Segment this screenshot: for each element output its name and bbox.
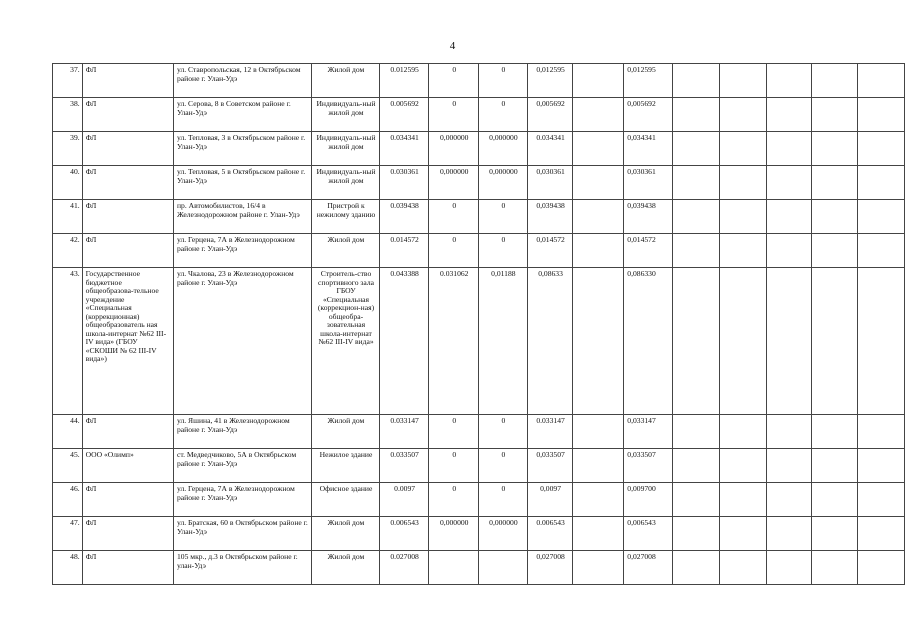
applicant-cell: ООО «Олимп» bbox=[82, 449, 173, 483]
value-cell bbox=[573, 98, 624, 132]
value-cell: 0,039438 bbox=[624, 200, 673, 234]
row-number: 44. bbox=[53, 415, 83, 449]
value-cell: 0 bbox=[479, 200, 528, 234]
object-cell: Жилой дом bbox=[312, 64, 380, 98]
value-cell: 0 bbox=[479, 415, 528, 449]
empty-cell bbox=[672, 132, 719, 166]
value-cell: 0,086330 bbox=[624, 268, 673, 415]
applicant-cell: ФЛ bbox=[82, 64, 173, 98]
value-cell: 0.039438 bbox=[379, 200, 429, 234]
value-cell: 0.027008 bbox=[379, 551, 429, 585]
empty-cell bbox=[719, 200, 766, 234]
table-row bbox=[53, 415, 905, 449]
empty-cell bbox=[857, 98, 904, 132]
value-cell: 0.033507 bbox=[379, 449, 429, 483]
value-cell: 0 bbox=[429, 483, 479, 517]
value-cell: 0,014572 bbox=[527, 234, 573, 268]
value-cell bbox=[573, 483, 624, 517]
value-cell: 0,030361 bbox=[624, 166, 673, 200]
value-cell: 0.006543 bbox=[379, 517, 429, 551]
object-cell: Офисное здание bbox=[312, 483, 380, 517]
empty-cell bbox=[719, 98, 766, 132]
empty-cell bbox=[766, 449, 811, 483]
object-cell: Жилой дом bbox=[312, 234, 380, 268]
value-cell bbox=[573, 234, 624, 268]
empty-cell bbox=[672, 200, 719, 234]
row-number: 43. bbox=[53, 268, 83, 415]
empty-cell bbox=[719, 551, 766, 585]
address-cell: ул. Герцена, 7А в Железнодорожном районе г. Улан-Удэ bbox=[173, 483, 311, 517]
object-cell: Индивидуаль-ный жилой дом bbox=[312, 98, 380, 132]
empty-cell bbox=[766, 551, 811, 585]
row-number: 47. bbox=[53, 517, 83, 551]
empty-cell bbox=[857, 517, 904, 551]
row-number: 39. bbox=[53, 132, 83, 166]
value-cell bbox=[573, 64, 624, 98]
address-cell: ул. Тепловая, 3 в Октябрьском районе г. Улан-Удэ bbox=[173, 132, 311, 166]
empty-cell bbox=[857, 166, 904, 200]
empty-cell bbox=[672, 268, 719, 415]
value-cell: 0.034341 bbox=[527, 132, 573, 166]
value-cell bbox=[573, 132, 624, 166]
value-cell: 0 bbox=[479, 449, 528, 483]
empty-cell bbox=[719, 483, 766, 517]
empty-cell bbox=[672, 415, 719, 449]
empty-cell bbox=[766, 517, 811, 551]
empty-cell bbox=[811, 132, 857, 166]
empty-cell bbox=[719, 64, 766, 98]
empty-cell bbox=[811, 268, 857, 415]
object-cell: Индивидуаль-ный жилой дом bbox=[312, 166, 380, 200]
value-cell: 0,034341 bbox=[624, 132, 673, 166]
value-cell: 0,005692 bbox=[624, 98, 673, 132]
value-cell bbox=[573, 415, 624, 449]
value-cell: 0,033507 bbox=[527, 449, 573, 483]
value-cell: 0,033507 bbox=[624, 449, 673, 483]
address-cell: пр. Автомобилистов, 16/4 в Железнодорожном районе г. Улан-Удэ bbox=[173, 200, 311, 234]
value-cell: 0 bbox=[479, 234, 528, 268]
object-cell: Жилой дом bbox=[312, 551, 380, 585]
row-number: 41. bbox=[53, 200, 83, 234]
value-cell: 0 bbox=[479, 98, 528, 132]
value-cell bbox=[429, 551, 479, 585]
applicant-cell: ФЛ bbox=[82, 200, 173, 234]
object-cell: Строитель-ство спортивного зала ГБОУ «Специальная (коррекцион-ная) общеобра-зовательная школа-интернат №62 III-IV вида» bbox=[312, 268, 380, 415]
empty-cell bbox=[811, 64, 857, 98]
value-cell: 0.005692 bbox=[379, 98, 429, 132]
empty-cell bbox=[811, 483, 857, 517]
empty-cell bbox=[811, 234, 857, 268]
applicant-cell: ФЛ bbox=[82, 517, 173, 551]
applicant-cell: ФЛ bbox=[82, 415, 173, 449]
empty-cell bbox=[672, 483, 719, 517]
row-number: 48. bbox=[53, 551, 83, 585]
value-cell: 0.006543 bbox=[527, 517, 573, 551]
table-row bbox=[53, 200, 905, 234]
value-cell: 0,027008 bbox=[624, 551, 673, 585]
applicant-cell: Государственное бюджетное общеобразова-тельное учреждение «Специальная (коррекционная) общеобразователь ная школа-интернат №62 III-IV вида» (ГБОУ «СКОШИ № 62 III-IV вида») bbox=[82, 268, 173, 415]
empty-cell bbox=[766, 98, 811, 132]
empty-cell bbox=[672, 98, 719, 132]
empty-cell bbox=[857, 449, 904, 483]
page-number: 4 bbox=[449, 40, 456, 52]
row-number: 38. bbox=[53, 98, 83, 132]
value-cell bbox=[573, 551, 624, 585]
address-cell: 105 мкр., д.3 в Октябрьском районе г. улан-Удэ bbox=[173, 551, 311, 585]
value-cell bbox=[479, 551, 528, 585]
table-row bbox=[53, 64, 905, 98]
value-cell: 0 bbox=[479, 483, 528, 517]
value-cell: 0,012595 bbox=[624, 64, 673, 98]
empty-cell bbox=[857, 64, 904, 98]
value-cell: 0,014572 bbox=[624, 234, 673, 268]
object-cell: Индивидуаль-ный жилой дом bbox=[312, 132, 380, 166]
empty-cell bbox=[672, 166, 719, 200]
empty-cell bbox=[857, 415, 904, 449]
value-cell bbox=[573, 200, 624, 234]
empty-cell bbox=[719, 517, 766, 551]
address-cell: ул. Чкалова, 23 в Железнодорожном районе г. Улан-Удэ bbox=[173, 268, 311, 415]
value-cell: 0 bbox=[429, 200, 479, 234]
value-cell: 0 bbox=[429, 234, 479, 268]
value-cell: 0,000000 bbox=[479, 166, 528, 200]
value-cell: 0,000000 bbox=[429, 132, 479, 166]
empty-cell bbox=[766, 415, 811, 449]
address-cell: ул. Тепловая, 5 в Октябрьском районе г. Улан-Удэ bbox=[173, 166, 311, 200]
table-row bbox=[53, 449, 905, 483]
applicant-cell: ФЛ bbox=[82, 132, 173, 166]
value-cell: 0,000000 bbox=[479, 517, 528, 551]
value-cell: 0,000000 bbox=[429, 166, 479, 200]
value-cell bbox=[573, 449, 624, 483]
empty-cell bbox=[811, 415, 857, 449]
empty-cell bbox=[857, 200, 904, 234]
object-cell: Пристрой к нежилому зданию bbox=[312, 200, 380, 234]
empty-cell bbox=[672, 64, 719, 98]
value-cell: 0.030361 bbox=[379, 166, 429, 200]
value-cell: 0.031062 bbox=[429, 268, 479, 415]
empty-cell bbox=[811, 166, 857, 200]
value-cell: 0,006543 bbox=[624, 517, 673, 551]
value-cell: 0,000000 bbox=[479, 132, 528, 166]
row-number: 40. bbox=[53, 166, 83, 200]
table-row bbox=[53, 98, 905, 132]
value-cell: 0.033147 bbox=[527, 415, 573, 449]
address-cell: ул. Герцена, 7А в Железнодорожном районе г. Улан-Удэ bbox=[173, 234, 311, 268]
value-cell: 0.0097 bbox=[379, 483, 429, 517]
value-cell: 0,027008 bbox=[527, 551, 573, 585]
applicant-cell: ФЛ bbox=[82, 98, 173, 132]
value-cell: 0,009700 bbox=[624, 483, 673, 517]
table-row bbox=[53, 234, 905, 268]
value-cell: 0.012595 bbox=[379, 64, 429, 98]
table-row bbox=[53, 166, 905, 200]
empty-cell bbox=[766, 483, 811, 517]
address-cell: ул. Ставропольская, 12 в Октябрьском районе г. Улан-Удэ bbox=[173, 64, 311, 98]
empty-cell bbox=[719, 415, 766, 449]
value-cell: 0 bbox=[479, 64, 528, 98]
value-cell: 0,005692 bbox=[527, 98, 573, 132]
empty-cell bbox=[719, 234, 766, 268]
empty-cell bbox=[857, 551, 904, 585]
address-cell: ул. Братская, 60 в Октябрьском районе г. Улан-Удэ bbox=[173, 517, 311, 551]
value-cell: 0,033147 bbox=[624, 415, 673, 449]
empty-cell bbox=[672, 517, 719, 551]
row-number: 37. bbox=[53, 64, 83, 98]
value-cell: 0.033147 bbox=[379, 415, 429, 449]
empty-cell bbox=[766, 234, 811, 268]
empty-cell bbox=[857, 268, 904, 415]
applicant-cell: ФЛ bbox=[82, 551, 173, 585]
value-cell: 0 bbox=[429, 449, 479, 483]
value-cell: 0,030361 bbox=[527, 166, 573, 200]
value-cell: 0.043388 bbox=[379, 268, 429, 415]
value-cell: 0 bbox=[429, 415, 479, 449]
empty-cell bbox=[766, 166, 811, 200]
address-cell: ул. Серова, 8 в Советском районе г. Улан-Удэ bbox=[173, 98, 311, 132]
empty-cell bbox=[766, 64, 811, 98]
empty-cell bbox=[719, 449, 766, 483]
table-row bbox=[53, 268, 905, 415]
value-cell: 0,01188 bbox=[479, 268, 528, 415]
value-cell bbox=[573, 517, 624, 551]
applicant-cell: ФЛ bbox=[82, 483, 173, 517]
empty-cell bbox=[719, 132, 766, 166]
empty-cell bbox=[766, 200, 811, 234]
object-cell: Нежилое здание bbox=[312, 449, 380, 483]
object-cell: Жилой дом bbox=[312, 415, 380, 449]
empty-cell bbox=[766, 268, 811, 415]
table-row bbox=[53, 517, 905, 551]
empty-cell bbox=[719, 166, 766, 200]
empty-cell bbox=[811, 517, 857, 551]
value-cell: 0.034341 bbox=[379, 132, 429, 166]
value-cell bbox=[573, 166, 624, 200]
table-row bbox=[53, 483, 905, 517]
empty-cell bbox=[811, 449, 857, 483]
table-row bbox=[53, 551, 905, 585]
row-number: 46. bbox=[53, 483, 83, 517]
empty-cell bbox=[857, 234, 904, 268]
value-cell: 0 bbox=[429, 98, 479, 132]
empty-cell bbox=[719, 268, 766, 415]
object-cell: Жилой дом bbox=[312, 517, 380, 551]
value-cell bbox=[573, 268, 624, 415]
table-row bbox=[53, 132, 905, 166]
empty-cell bbox=[766, 132, 811, 166]
row-number: 42. bbox=[53, 234, 83, 268]
value-cell: 0,012595 bbox=[527, 64, 573, 98]
empty-cell bbox=[672, 234, 719, 268]
applicant-cell: ФЛ bbox=[82, 234, 173, 268]
address-cell: ул. Яшина, 41 в Железнодорожном районе г. Улан-Удэ bbox=[173, 415, 311, 449]
value-cell: 0.014572 bbox=[379, 234, 429, 268]
empty-cell bbox=[811, 551, 857, 585]
address-cell: ст. Медведчиково, 5А в Октябрьском районе г. Улан-Удэ bbox=[173, 449, 311, 483]
empty-cell bbox=[857, 483, 904, 517]
applicant-cell: ФЛ bbox=[82, 166, 173, 200]
value-cell: 0,08633 bbox=[527, 268, 573, 415]
data-table bbox=[52, 63, 905, 585]
value-cell: 0,000000 bbox=[429, 517, 479, 551]
row-number: 45. bbox=[53, 449, 83, 483]
value-cell: 0,039438 bbox=[527, 200, 573, 234]
empty-cell bbox=[672, 449, 719, 483]
empty-cell bbox=[811, 200, 857, 234]
value-cell: 0,0097 bbox=[527, 483, 573, 517]
empty-cell bbox=[672, 551, 719, 585]
value-cell: 0 bbox=[429, 64, 479, 98]
empty-cell bbox=[857, 132, 904, 166]
empty-cell bbox=[811, 98, 857, 132]
